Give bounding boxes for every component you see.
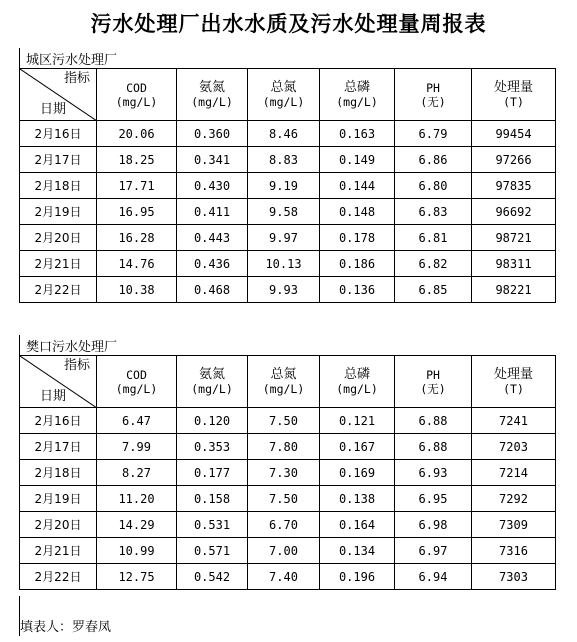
- value-cell: 98721: [472, 225, 556, 251]
- column-header: [472, 356, 556, 408]
- value-cell: 14.29: [97, 512, 177, 538]
- value-cell: 0.164: [320, 512, 395, 538]
- diag-label-date: 日期: [40, 102, 67, 117]
- section-label-fankou: 樊口污水处理厂: [26, 340, 118, 355]
- value-cell: 9.58: [248, 199, 320, 225]
- diagonal-header-cell: [20, 356, 97, 408]
- value-cell: 12.75: [97, 564, 177, 590]
- value-cell: 7.00: [248, 538, 320, 564]
- value-cell: 0.136: [320, 277, 395, 303]
- value-cell: 97835: [472, 173, 556, 199]
- column-unit: (mg/L): [191, 381, 233, 396]
- value-cell: 96692: [472, 199, 556, 225]
- diag-label-date: 日期: [40, 389, 67, 404]
- value-cell: 7.50: [248, 486, 320, 512]
- column-name: PH: [426, 80, 440, 95]
- value-cell: 6.88: [395, 408, 472, 434]
- value-cell: 0.531: [177, 512, 248, 538]
- value-cell: 98221: [472, 277, 556, 303]
- column-header: [395, 69, 472, 121]
- value-cell: 0.186: [320, 251, 395, 277]
- value-cell: 0.360: [177, 121, 248, 147]
- value-cell: 6.83: [395, 199, 472, 225]
- column-name: 氨氮: [198, 79, 225, 95]
- value-cell: 0.468: [177, 277, 248, 303]
- column-name: COD: [126, 367, 147, 382]
- table-row: [20, 486, 556, 512]
- value-cell: 98311: [472, 251, 556, 277]
- date-cell: 2月19日: [20, 486, 97, 512]
- column-name: 总磷: [343, 79, 370, 95]
- date-cell: 2月16日: [20, 121, 97, 147]
- date-cell: 2月18日: [20, 460, 97, 486]
- value-cell: 0.436: [177, 251, 248, 277]
- section-left-rule: [19, 48, 20, 68]
- column-name: COD: [126, 80, 147, 95]
- page-title: 污水处理厂出水水质及污水处理量周报表: [90, 11, 487, 36]
- column-header: [177, 356, 248, 408]
- value-cell: 0.411: [177, 199, 248, 225]
- column-header: [248, 356, 320, 408]
- value-cell: 11.20: [97, 486, 177, 512]
- value-cell: 6.80: [395, 173, 472, 199]
- table-row: [20, 512, 556, 538]
- column-header: [97, 69, 177, 121]
- value-cell: 10.13: [248, 251, 320, 277]
- value-cell: 9.97: [248, 225, 320, 251]
- table-row: [20, 121, 556, 147]
- value-cell: 6.81: [395, 225, 472, 251]
- column-unit: (无): [420, 94, 446, 109]
- value-cell: 6.47: [97, 408, 177, 434]
- value-cell: 10.99: [97, 538, 177, 564]
- value-cell: 7.30: [248, 460, 320, 486]
- value-cell: 18.25: [97, 147, 177, 173]
- value-cell: 0.196: [320, 564, 395, 590]
- value-cell: 0.149: [320, 147, 395, 173]
- column-header: [248, 69, 320, 121]
- value-cell: 6.97: [395, 538, 472, 564]
- value-cell: 9.93: [248, 277, 320, 303]
- column-name: 处理量: [493, 79, 533, 95]
- column-header: [320, 69, 395, 121]
- column-header: [472, 69, 556, 121]
- date-cell: 2月16日: [20, 408, 97, 434]
- value-cell: 16.95: [97, 199, 177, 225]
- column-header: [395, 356, 472, 408]
- diagonal-header-cell: [20, 69, 97, 121]
- table-row: [20, 147, 556, 173]
- value-cell: 0.138: [320, 486, 395, 512]
- value-cell: 7.40: [248, 564, 320, 590]
- value-cell: 0.144: [320, 173, 395, 199]
- value-cell: 6.95: [395, 486, 472, 512]
- table-row: [20, 251, 556, 277]
- value-cell: 97266: [472, 147, 556, 173]
- column-header: [177, 69, 248, 121]
- value-cell: 0.177: [177, 460, 248, 486]
- column-unit: (mg/L): [336, 94, 378, 109]
- date-cell: 2月20日: [20, 512, 97, 538]
- column-header: [97, 356, 177, 408]
- diag-label-indicator: 指标: [63, 71, 90, 86]
- header-row: [20, 356, 556, 408]
- value-cell: 6.82: [395, 251, 472, 277]
- column-unit: (T): [503, 381, 524, 396]
- column-unit: (mg/L): [336, 381, 378, 396]
- table-row: [20, 564, 556, 590]
- value-cell: 0.134: [320, 538, 395, 564]
- column-unit: (mg/L): [115, 381, 158, 396]
- value-cell: 7241: [472, 408, 556, 434]
- value-cell: 0.158: [177, 486, 248, 512]
- value-cell: 17.71: [97, 173, 177, 199]
- table-row: [20, 538, 556, 564]
- date-cell: 2月22日: [20, 277, 97, 303]
- column-name: 处理量: [493, 366, 533, 382]
- date-cell: 2月17日: [20, 147, 97, 173]
- column-unit: (mg/L): [262, 381, 305, 396]
- column-unit: (mg/L): [191, 94, 233, 109]
- date-cell: 2月17日: [20, 434, 97, 460]
- value-cell: 0.167: [320, 434, 395, 460]
- value-cell: 8.83: [248, 147, 320, 173]
- value-cell: 6.86: [395, 147, 472, 173]
- filler-name: 填表人：罗春凤: [20, 620, 112, 635]
- value-cell: 0.120: [177, 408, 248, 434]
- section-label-urban: 城区污水处理厂: [26, 53, 118, 68]
- value-cell: 6.93: [395, 460, 472, 486]
- value-cell: 6.98: [395, 512, 472, 538]
- value-cell: 6.70: [248, 512, 320, 538]
- date-cell: 2月21日: [20, 538, 97, 564]
- value-cell: 7.99: [97, 434, 177, 460]
- value-cell: 0.341: [177, 147, 248, 173]
- value-cell: 0.353: [177, 434, 248, 460]
- value-cell: 6.79: [395, 121, 472, 147]
- value-cell: 0.443: [177, 225, 248, 251]
- value-cell: 9.19: [248, 173, 320, 199]
- value-cell: 6.94: [395, 564, 472, 590]
- fankou-plant-table: [19, 355, 556, 590]
- date-cell: 2月20日: [20, 225, 97, 251]
- table-row: [20, 434, 556, 460]
- value-cell: 7.50: [248, 408, 320, 434]
- value-cell: 0.148: [320, 199, 395, 225]
- value-cell: 6.85: [395, 277, 472, 303]
- value-cell: 7309: [472, 512, 556, 538]
- column-unit: (无): [420, 381, 446, 396]
- column-unit: (T): [503, 94, 524, 109]
- value-cell: 0.571: [177, 538, 248, 564]
- value-cell: 8.27: [97, 460, 177, 486]
- value-cell: 10.38: [97, 277, 177, 303]
- table-row: [20, 199, 556, 225]
- column-name: 氨氮: [198, 366, 225, 382]
- date-cell: 2月19日: [20, 199, 97, 225]
- table-row: [20, 408, 556, 434]
- column-name: 总氮: [270, 79, 297, 95]
- table-row: [20, 460, 556, 486]
- column-name: 总磷: [343, 366, 370, 382]
- value-cell: 7316: [472, 538, 556, 564]
- value-cell: 20.06: [97, 121, 177, 147]
- value-cell: 0.121: [320, 408, 395, 434]
- value-cell: 0.542: [177, 564, 248, 590]
- column-unit: (mg/L): [115, 94, 158, 109]
- date-cell: 2月21日: [20, 251, 97, 277]
- date-cell: 2月22日: [20, 564, 97, 590]
- value-cell: 0.169: [320, 460, 395, 486]
- urban-plant-table: [19, 68, 556, 303]
- value-cell: 0.178: [320, 225, 395, 251]
- value-cell: 7214: [472, 460, 556, 486]
- column-name: 总氮: [270, 366, 297, 382]
- table-row: [20, 225, 556, 251]
- table-row: [20, 277, 556, 303]
- column-unit: (mg/L): [262, 94, 305, 109]
- value-cell: 7292: [472, 486, 556, 512]
- value-cell: 14.76: [97, 251, 177, 277]
- date-cell: 2月18日: [20, 173, 97, 199]
- value-cell: 0.430: [177, 173, 248, 199]
- value-cell: 99454: [472, 121, 556, 147]
- section-left-rule: [19, 335, 20, 355]
- value-cell: 8.46: [248, 121, 320, 147]
- value-cell: 16.28: [97, 225, 177, 251]
- value-cell: 7303: [472, 564, 556, 590]
- column-name: PH: [426, 367, 440, 382]
- value-cell: 0.163: [320, 121, 395, 147]
- table-row: [20, 173, 556, 199]
- value-cell: 7.80: [248, 434, 320, 460]
- value-cell: 6.88: [395, 434, 472, 460]
- diag-label-indicator: 指标: [63, 358, 90, 373]
- header-row: [20, 69, 556, 121]
- value-cell: 7203: [472, 434, 556, 460]
- column-header: [320, 356, 395, 408]
